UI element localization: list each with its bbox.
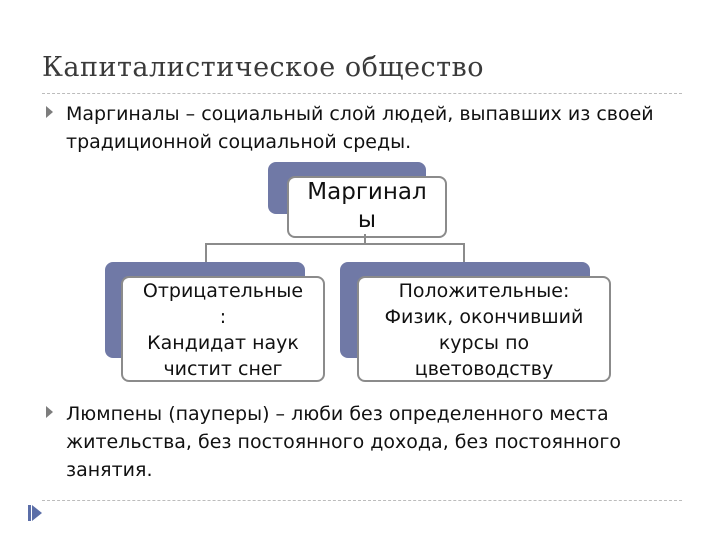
root-node: [287, 176, 447, 238]
negative-node-line3: Кандидат наук: [147, 332, 299, 354]
connector-line: [205, 243, 465, 245]
negative-node: [121, 276, 325, 382]
bullet-marginals: [42, 100, 682, 156]
footer-divider: [42, 500, 682, 501]
bullet-text: Маргиналы – социальный слой людей, выпавших из своей традиционной социальной среды.: [66, 103, 654, 153]
connector-line: [205, 243, 207, 263]
title-divider: [42, 93, 682, 94]
negative-node-line2: :: [219, 306, 227, 328]
positive-node: [357, 276, 611, 382]
positive-node-line1: Положительные:: [398, 280, 570, 302]
bullet-text: Люмпены (пауперы) – люби без определенного места жительства, без постоянного дохода, без постоянного занятия.: [66, 403, 622, 481]
bullet-arrow-icon: [46, 406, 53, 418]
next-slide-icon[interactable]: [32, 505, 42, 521]
root-node-label-line2: ы: [357, 207, 377, 233]
slide-title: Капиталистическое общество: [42, 52, 484, 83]
positive-node-line2: Физик, окончивший: [384, 306, 584, 328]
positive-node-line3: курсы по: [438, 332, 530, 354]
root-node-label-line1: Маргинал: [307, 179, 427, 205]
bullet-lumpen: [42, 400, 682, 484]
positive-node-line4: цветоводству: [414, 358, 554, 380]
negative-node-line1: Отрицательные: [142, 280, 304, 302]
negative-node-line4: чистит снег: [163, 358, 283, 380]
bullet-arrow-icon: [46, 106, 53, 118]
connector-line: [463, 243, 465, 263]
